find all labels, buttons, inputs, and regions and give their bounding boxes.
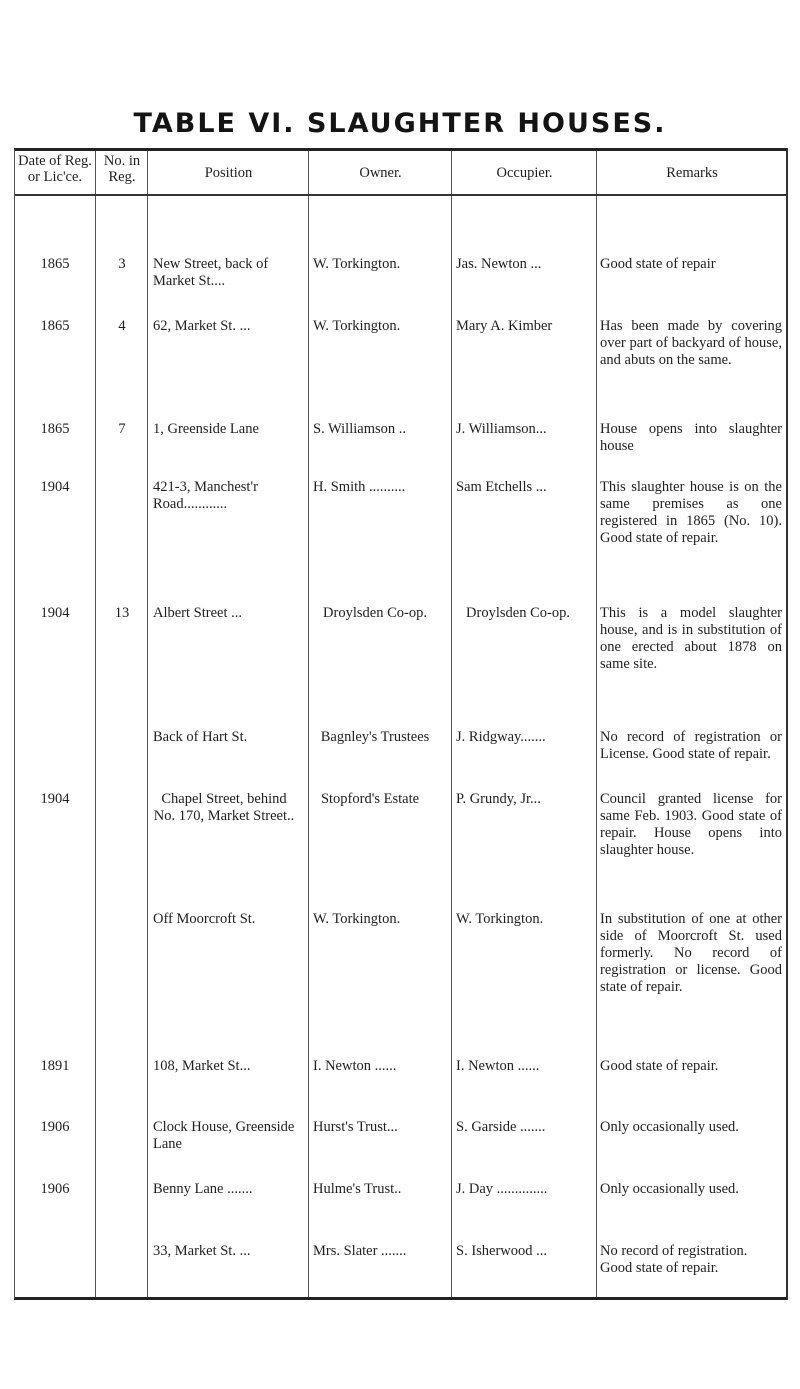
page-title: TABLE VI. SLAUGHTER HOUSES.: [133, 108, 667, 139]
row-occupier: S. Isherwood ...: [456, 1243, 548, 1259]
row-occupier: J. Williamson...: [456, 421, 547, 437]
row-remarks: No record of registration or License. Good state of repair.: [600, 729, 782, 762]
row-owner: S. Williamson ..: [313, 421, 407, 437]
row-position: 421-3, Manchest'r Road............: [153, 479, 258, 512]
row-remarks: This is a model slaughter house, and is in substitution of one erected about 1878 on same site.: [600, 605, 782, 672]
row-owner: Hulme's Trust..: [313, 1181, 402, 1197]
row-position: Back of Hart St.: [153, 729, 248, 745]
row-remarks: Council granted license for same Feb. 1903. Good state of repair. House opens into slaughter house.: [600, 791, 782, 858]
row-position: Off Moorcroft St.: [153, 911, 256, 927]
row-reg-no: 3: [118, 256, 126, 272]
row-remarks: Only occasionally used.: [600, 1181, 739, 1197]
slaughter-houses-table: [14, 148, 788, 1300]
header-owner: Owner.: [359, 165, 402, 181]
row-position: New Street, back of Market St....: [153, 256, 269, 289]
row-date: 1904: [40, 479, 70, 495]
row-owner: Droylsden Co-op.: [323, 605, 427, 621]
row-reg-no: 13: [114, 605, 130, 621]
row-date: 1904: [40, 791, 70, 807]
row-occupier: I. Newton ......: [456, 1058, 540, 1074]
row-position: Albert Street ...: [153, 605, 242, 621]
row-position: Chapel Street, behind No. 170, Market Street..: [153, 791, 295, 824]
row-date: 1865: [40, 256, 70, 272]
row-occupier: Sam Etchells ...: [456, 479, 547, 495]
row-owner: H. Smith ..........: [313, 479, 406, 495]
row-owner: I. Newton ......: [313, 1058, 397, 1074]
row-position: Clock House, Greenside Lane: [153, 1119, 295, 1152]
header-position: Position: [204, 165, 253, 181]
column-divider: [451, 151, 452, 1297]
row-remarks: This slaughter house is on the same premises as one registered in 1865 (No. 10). Good state of repair.: [600, 479, 782, 546]
row-reg-no: 7: [118, 421, 126, 437]
row-remarks: Has been made by covering over part of backyard of house, and abuts on the same.: [600, 318, 782, 368]
row-owner: Mrs. Slater .......: [313, 1243, 407, 1259]
row-owner: W. Torkington.: [313, 318, 401, 334]
column-divider: [596, 151, 597, 1297]
row-occupier: Mary A. Kimber: [456, 318, 553, 334]
header-remarks: Remarks: [666, 165, 718, 181]
row-owner: Bagnley's Trustees: [320, 729, 430, 745]
row-remarks: Good state of repair: [600, 256, 716, 272]
row-owner: Stopford's Estate: [320, 791, 420, 807]
row-position: 33, Market St. ...: [153, 1243, 251, 1259]
row-reg-no: 4: [118, 318, 126, 334]
header-rule: [15, 194, 786, 196]
column-divider: [308, 151, 309, 1297]
header-no: No. in Reg.: [103, 153, 141, 185]
row-position: 62, Market St. ...: [153, 318, 251, 334]
row-occupier: S. Garside .......: [456, 1119, 546, 1135]
row-owner: W. Torkington.: [313, 256, 401, 272]
row-occupier: Jas. Newton ...: [456, 256, 542, 272]
row-position: 1, Greenside Lane: [153, 421, 259, 437]
row-date: 1906: [40, 1181, 70, 1197]
row-date: 1865: [40, 421, 70, 437]
row-remarks: In substitution of one at other side of Moorcroft St. used formerly. No record of registration or license. Good state of repair.: [600, 911, 782, 995]
row-occupier: Droylsden Co-op.: [466, 605, 570, 621]
row-occupier: P. Grundy, Jr...: [456, 791, 541, 807]
row-date: 1904: [40, 605, 70, 621]
row-owner: Hurst's Trust...: [313, 1119, 398, 1135]
row-remarks: House opens into slaughter house: [600, 421, 782, 454]
column-divider: [95, 151, 96, 1297]
row-position: 108, Market St...: [153, 1058, 251, 1074]
row-remarks: Good state of repair.: [600, 1058, 719, 1074]
row-position: Benny Lane .......: [153, 1181, 253, 1197]
row-remarks: No record of registration. Good state of repair.: [600, 1243, 748, 1276]
row-date: 1891: [40, 1058, 70, 1074]
header-occupier: Occupier.: [496, 165, 553, 181]
row-owner: W. Torkington.: [313, 911, 401, 927]
row-date: 1865: [40, 318, 70, 334]
row-occupier: W. Torkington.: [456, 911, 544, 927]
row-occupier: J. Day ..............: [456, 1181, 548, 1197]
row-date: 1906: [40, 1119, 70, 1135]
column-divider: [147, 151, 148, 1297]
row-remarks: Only occasionally used.: [600, 1119, 739, 1135]
row-occupier: J. Ridgway.......: [456, 729, 546, 745]
header-date: Date of Reg. or Lic'ce.: [18, 153, 92, 185]
